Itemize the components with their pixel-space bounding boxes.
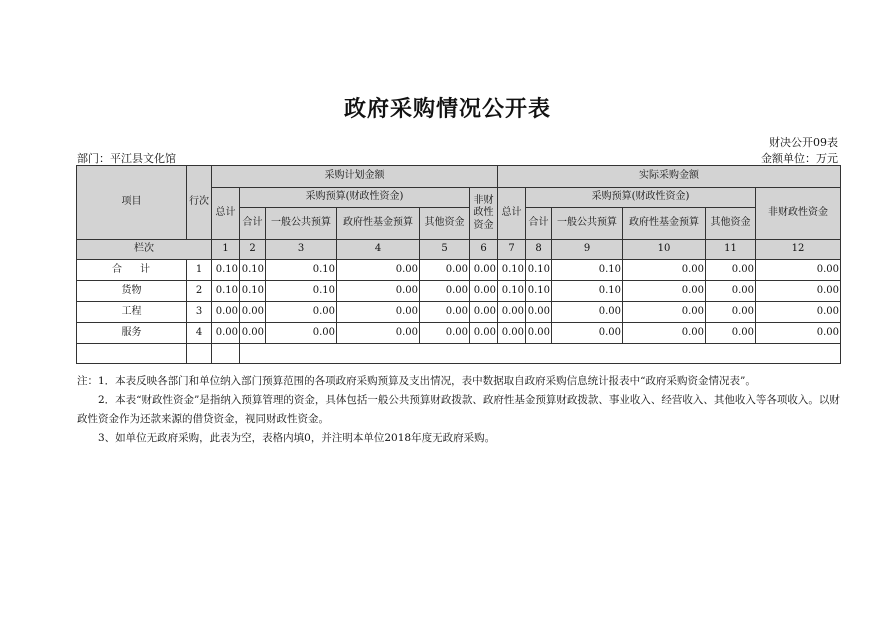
table-row <box>77 302 841 323</box>
cell-value: 0.00 <box>706 302 756 323</box>
empty-cell <box>212 344 240 364</box>
row-name: 货物 <box>77 281 187 302</box>
cell-value: 0.10 <box>266 260 337 281</box>
row-line-no: 4 <box>187 323 212 344</box>
cell-value: 0.10 <box>212 260 240 281</box>
actual-non-fiscal-header: 非财政性资金 <box>756 188 841 240</box>
cell-value: 0.00 <box>526 302 552 323</box>
planned-subtotal-header: 合计 <box>240 208 266 240</box>
cell-value: 0.10 <box>526 260 552 281</box>
column-number: 3 <box>266 240 337 260</box>
planned-budget-header: 采购预算(财政性资金) <box>240 188 470 208</box>
row-line-no: 2 <box>187 281 212 302</box>
cell-value: 0.00 <box>756 260 841 281</box>
column-number: 12 <box>756 240 841 260</box>
row-name: 工程 <box>77 302 187 323</box>
cell-value: 0.00 <box>470 323 498 344</box>
actual-total-header: 总计 <box>498 188 526 240</box>
note-1: 注：1．本表反映各部门和单位纳入部门预算范围的各项政府采购预算及支出情况，表中数据取自政府采购信息统计报表中“政府采购资金情况表”。 <box>77 375 756 387</box>
cell-value: 0.00 <box>337 260 420 281</box>
cell-value: 0.10 <box>498 281 526 302</box>
cell-value: 0.00 <box>420 323 470 344</box>
cell-value: 0.00 <box>706 260 756 281</box>
note-3: 3、如单位无政府采购，此表为空，表格内填0，并注明本单位2018年度无政府采购。 <box>98 432 496 444</box>
planned-other-header: 其他资金 <box>420 208 470 240</box>
column-number: 5 <box>420 240 470 260</box>
column-number: 8 <box>526 240 552 260</box>
empty-cell <box>77 344 187 364</box>
cell-value: 0.10 <box>266 281 337 302</box>
procurement-table <box>76 165 841 364</box>
cell-value: 0.00 <box>337 281 420 302</box>
cell-value: 0.10 <box>498 260 526 281</box>
page-title: 政府采购情况公开表 <box>343 96 551 122</box>
item-header: 项目 <box>77 166 187 240</box>
column-number: 7 <box>498 240 526 260</box>
table-row <box>77 323 841 344</box>
department-label: 部门：平江县文化馆 <box>77 152 176 165</box>
column-number: 9 <box>552 240 623 260</box>
table-row <box>77 281 841 302</box>
cell-value: 0.00 <box>552 302 623 323</box>
cell-value: 0.00 <box>266 323 337 344</box>
column-number: 11 <box>706 240 756 260</box>
cell-value: 0.00 <box>498 302 526 323</box>
actual-budget-header: 采购预算(财政性资金) <box>526 188 756 208</box>
cell-value: 0.00 <box>240 323 266 344</box>
cell-value: 0.10 <box>526 281 552 302</box>
actual-other-header: 其他资金 <box>706 208 756 240</box>
column-label: 栏次 <box>77 240 212 260</box>
cell-value: 0.10 <box>240 260 266 281</box>
planned-non-fiscal-header: 非财政性资金 <box>470 188 498 240</box>
actual-amount-header: 实际采购金额 <box>498 166 841 188</box>
actual-fund-header: 政府性基金预算 <box>623 208 706 240</box>
cell-value: 0.00 <box>623 281 706 302</box>
cell-value: 0.00 <box>337 323 420 344</box>
column-number: 6 <box>470 240 498 260</box>
column-number: 1 <box>212 240 240 260</box>
cell-value: 0.10 <box>552 281 623 302</box>
cell-value: 0.00 <box>212 323 240 344</box>
column-number: 4 <box>337 240 420 260</box>
cell-value: 0.00 <box>470 302 498 323</box>
row-line-no: 3 <box>187 302 212 323</box>
cell-value: 0.00 <box>240 302 266 323</box>
empty-cell <box>240 344 841 364</box>
cell-value: 0.00 <box>623 323 706 344</box>
planned-fund-header: 政府性基金预算 <box>337 208 420 240</box>
form-code: 财决公开09表 <box>769 136 838 149</box>
cell-value: 0.10 <box>212 281 240 302</box>
cell-value: 0.00 <box>470 281 498 302</box>
column-number: 10 <box>623 240 706 260</box>
empty-cell <box>187 344 212 364</box>
header-row-1 <box>77 166 841 188</box>
cell-value: 0.00 <box>420 302 470 323</box>
cell-value: 0.00 <box>623 260 706 281</box>
planned-total-header: 总计 <box>212 188 240 240</box>
notes <box>77 372 840 448</box>
cell-value: 0.00 <box>526 323 552 344</box>
cell-value: 0.00 <box>212 302 240 323</box>
cell-value: 0.10 <box>240 281 266 302</box>
empty-row <box>77 344 841 364</box>
cell-value: 0.00 <box>756 302 841 323</box>
cell-value: 0.00 <box>756 323 841 344</box>
cell-value: 0.00 <box>420 281 470 302</box>
column-number-row <box>77 240 841 260</box>
column-number: 2 <box>240 240 266 260</box>
note-2: 2．本表“财政性资金”是指纳入预算管理的资金，具体包括一般公共预算财政拨款、政府性基金预算财政拨款、事业收入、经营收入、其他收入等各项收入。以财政性资金作为还款来源的借贷资金，视同财政性资金。 <box>77 394 840 425</box>
row-line-no: 1 <box>187 260 212 281</box>
cell-value: 0.00 <box>623 302 706 323</box>
cell-value: 0.00 <box>756 281 841 302</box>
cell-value: 0.00 <box>420 260 470 281</box>
cell-value: 0.00 <box>706 281 756 302</box>
table-row <box>77 260 841 281</box>
actual-general-header: 一般公共预算 <box>552 208 623 240</box>
cell-value: 0.00 <box>266 302 337 323</box>
cell-value: 0.00 <box>706 323 756 344</box>
cell-value: 0.10 <box>552 260 623 281</box>
planned-amount-header: 采购计划金额 <box>212 166 498 188</box>
cell-value: 0.00 <box>552 323 623 344</box>
planned-general-header: 一般公共预算 <box>266 208 337 240</box>
cell-value: 0.00 <box>470 260 498 281</box>
row-name: 服务 <box>77 323 187 344</box>
row-no-header: 行次 <box>187 166 212 240</box>
row-name: 合计 <box>77 260 187 281</box>
amount-unit-label: 金额单位：万元 <box>761 152 838 165</box>
cell-value: 0.00 <box>337 302 420 323</box>
actual-subtotal-header: 合计 <box>526 208 552 240</box>
cell-value: 0.00 <box>498 323 526 344</box>
